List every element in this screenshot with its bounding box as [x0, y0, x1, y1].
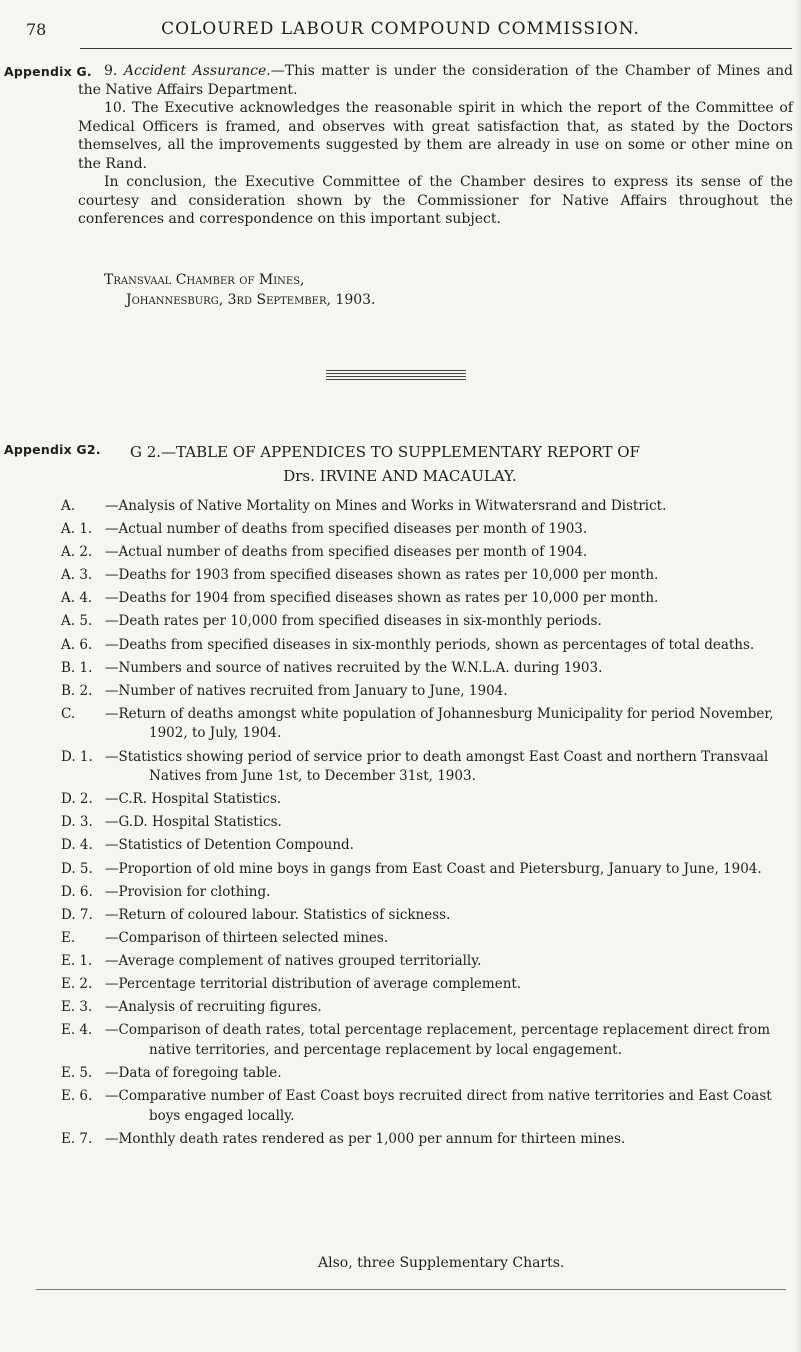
list-item-text: —Comparative number of East Coast boys recruited direct from native territories and East Coast boys engaged locally. — [105, 1087, 772, 1124]
list-item-text: —Proportion of old mine boys in gangs from East Coast and Pietersburg, January to June, 1904. — [105, 860, 762, 877]
list-item-text: —C.R. Hospital Statistics. — [105, 791, 282, 808]
list-item: A. 6. —Deaths from specified diseases in six-monthly periods, shown as percentages of total deaths. — [61, 636, 755, 653]
appendix-g-text — [78, 62, 793, 229]
list-item: A. 5. —Death rates per 10,000 from specified diseases in six-monthly periods. — [61, 613, 602, 630]
list-item-text: —Comparison of death rates, total percentage replacement, percentage replacement direct from native territories, and percentage replacement by local engagement. — [105, 1022, 771, 1058]
paragraph-conclusion: In conclusion, the Executive Committee of the Chamber desires to express its sense of the courtesy and consideration shown by the Commissioner for Native Affairs throughout the conferences and correspondence on this important subject. — [78, 174, 793, 227]
list-item-text: —Analysis of Native Mortality on Mines and Works in Witwatersrand and District. — [105, 498, 667, 514]
appendix-g2-title — [130, 440, 790, 488]
list-item: D. 4. —Statistics of Detention Compound. — [61, 837, 354, 854]
list-item-text: —Monthly death rates rendered as per 1,000 per annum for thirteen mines. — [105, 1130, 626, 1147]
paragraph-10: 10. The Executive acknowledges the reasonable spirit in which the report of the Committee of Medical Officers is framed, and observes with great satisfaction that, as stated by the Doctors themselves, all the improvements suggested by them are already in use on some or other mine on the Rand. — [78, 100, 793, 172]
list-item: D. 1. —Statistics showing period of service prior to death amongst East Coast and northern Transvaal Natives from June 1st, to December 31st, 1903. — [61, 748, 769, 785]
list-item-text: —G.D. Hospital Statistics. — [105, 814, 282, 831]
list-item: E. 4. —Comparison of death rates, total percentage replacement, percentage replacement direct from native territories, and percentage replacement by local engagement. — [61, 1022, 771, 1058]
signature-place: Johannesburg, 3rd September, 1903. — [126, 292, 376, 308]
list-item: D. 5. —Proportion of old mine boys in gangs from East Coast and Pietersburg, January to June, 1904. — [61, 860, 762, 877]
list-item: E. —Comparison of thirteen selected mines. — [61, 929, 389, 946]
list-item: A. 1. —Actual number of deaths from specified diseases per month of 1903. — [61, 521, 588, 538]
list-item: E. 3. —Analysis of recruiting figures. — [61, 999, 322, 1016]
title-line-2: Drs. IRVINE AND MACAULAY. — [283, 467, 517, 485]
list-item: D. 6. —Provision for clothing. — [61, 883, 271, 900]
page-edge-shadow — [795, 0, 801, 1352]
list-item-text: —Actual number of deaths from specified diseases per month of 1904. — [105, 544, 588, 561]
list-item: D. 2. —C.R. Hospital Statistics. — [61, 791, 282, 808]
signature-block — [104, 270, 376, 310]
list-item-text: —Deaths from specified diseases in six-monthly periods, shown as percentages of total deaths. — [105, 636, 755, 653]
margin-tag-appendix-g2: Appendix G2. — [4, 442, 101, 457]
list-item-text: —Number of natives recruited from January to June, 1904. — [105, 682, 508, 699]
running-head: COLOURED LABOUR COMPOUND COMMISSION. — [161, 19, 640, 39]
list-item: E. 1. —Average complement of natives grouped territorially. — [61, 952, 482, 969]
list-item-text: —Numbers and source of natives recruited by the W.N.L.A. during 1903. — [105, 659, 603, 676]
list-item: A. 2. —Actual number of deaths from specified diseases per month of 1904. — [61, 544, 588, 561]
list-item: C. —Return of deaths amongst white population of Johannesburg Municipality for period November, 1902, to July, 1904. — [61, 705, 774, 742]
list-item: D. 3. —G.D. Hospital Statistics. — [61, 814, 282, 831]
list-item: E. 6. —Comparative number of East Coast boys recruited direct from native territories and East Coast boys engaged locally. — [61, 1087, 772, 1124]
signature-org: Transvaal Chamber of Mines, — [104, 272, 305, 288]
list-item: E. 5. —Data of foregoing table. — [61, 1064, 282, 1081]
paragraph-9-body: —This matter is under the consideration of the Chamber of Mines and the Native Affairs Department. — [78, 63, 793, 98]
list-item: D. 7. —Return of coloured labour. Statistics of sickness. — [61, 906, 451, 923]
page-number: 78 — [26, 20, 47, 39]
list-item: B. 2. —Number of natives recruited from January to June, 1904. — [61, 682, 508, 699]
paragraph-9-number: 9. — [104, 63, 118, 79]
list-item-text: —Data of foregoing table. — [105, 1064, 282, 1081]
paragraph-9 — [78, 62, 793, 99]
list-item: E. 7. —Monthly death rates rendered as per 1,000 per annum for thirteen mines. — [61, 1130, 626, 1147]
list-item-text: —Deaths for 1903 from specified diseases shown as rates per 10,000 per month. — [105, 567, 659, 584]
list-item-text: —Analysis of recruiting figures. — [105, 999, 322, 1016]
list-item-text: —Death rates per 10,000 from specified diseases in six-monthly periods. — [105, 613, 602, 630]
list-item-text: —Percentage territorial distribution of average complement. — [105, 975, 522, 992]
list-item-text: —Statistics showing period of service prior to death amongst East Coast and northern Transvaal Natives from June 1st, to December 31st, 1903. — [105, 748, 769, 785]
margin-tag-appendix-g: Appendix G. — [4, 64, 92, 79]
footer-rule — [36, 1289, 786, 1290]
list-item: B. 1. —Numbers and source of natives recruited by the W.N.L.A. during 1903. — [61, 659, 603, 676]
paragraph-9-title: Accident Assurance. — [123, 63, 271, 79]
section-divider — [326, 370, 466, 382]
list-item: A. —Analysis of Native Mortality on Mines and Works in Witwatersrand and District. — [61, 498, 667, 514]
list-item: E. 2. —Percentage territorial distribution of average complement. — [61, 975, 522, 992]
header-rule — [80, 48, 792, 49]
list-item: A. 4. —Deaths for 1904 from specified diseases shown as rates per 10,000 per month. — [61, 590, 659, 607]
list-item-text: —Actual number of deaths from specified diseases per month of 1903. — [105, 521, 588, 538]
list-item-text: —Provision for clothing. — [105, 883, 271, 900]
list-item-text: —Return of deaths amongst white population of Johannesburg Municipality for period November, 1902, to July, 1904. — [105, 705, 774, 742]
appendix-list — [61, 497, 795, 1153]
list-item-text: —Statistics of Detention Compound. — [105, 837, 354, 854]
title-line-1: G 2.—TABLE OF APPENDICES TO SUPPLEMENTARY REPORT OF — [130, 443, 640, 461]
list-item-text: —Average complement of natives grouped territorially. — [105, 952, 482, 969]
list-item-text: —Deaths for 1904 from specified diseases shown as rates per 10,000 per month. — [105, 590, 659, 607]
list-item: A. 3. —Deaths for 1903 from specified diseases shown as rates per 10,000 per month. — [61, 567, 659, 584]
list-item-text: —Return of coloured labour. Statistics of sickness. — [105, 906, 451, 923]
list-item-text: —Comparison of thirteen selected mines. — [105, 929, 389, 946]
supplementary-charts-note: Also, three Supplementary Charts. — [318, 1255, 565, 1271]
